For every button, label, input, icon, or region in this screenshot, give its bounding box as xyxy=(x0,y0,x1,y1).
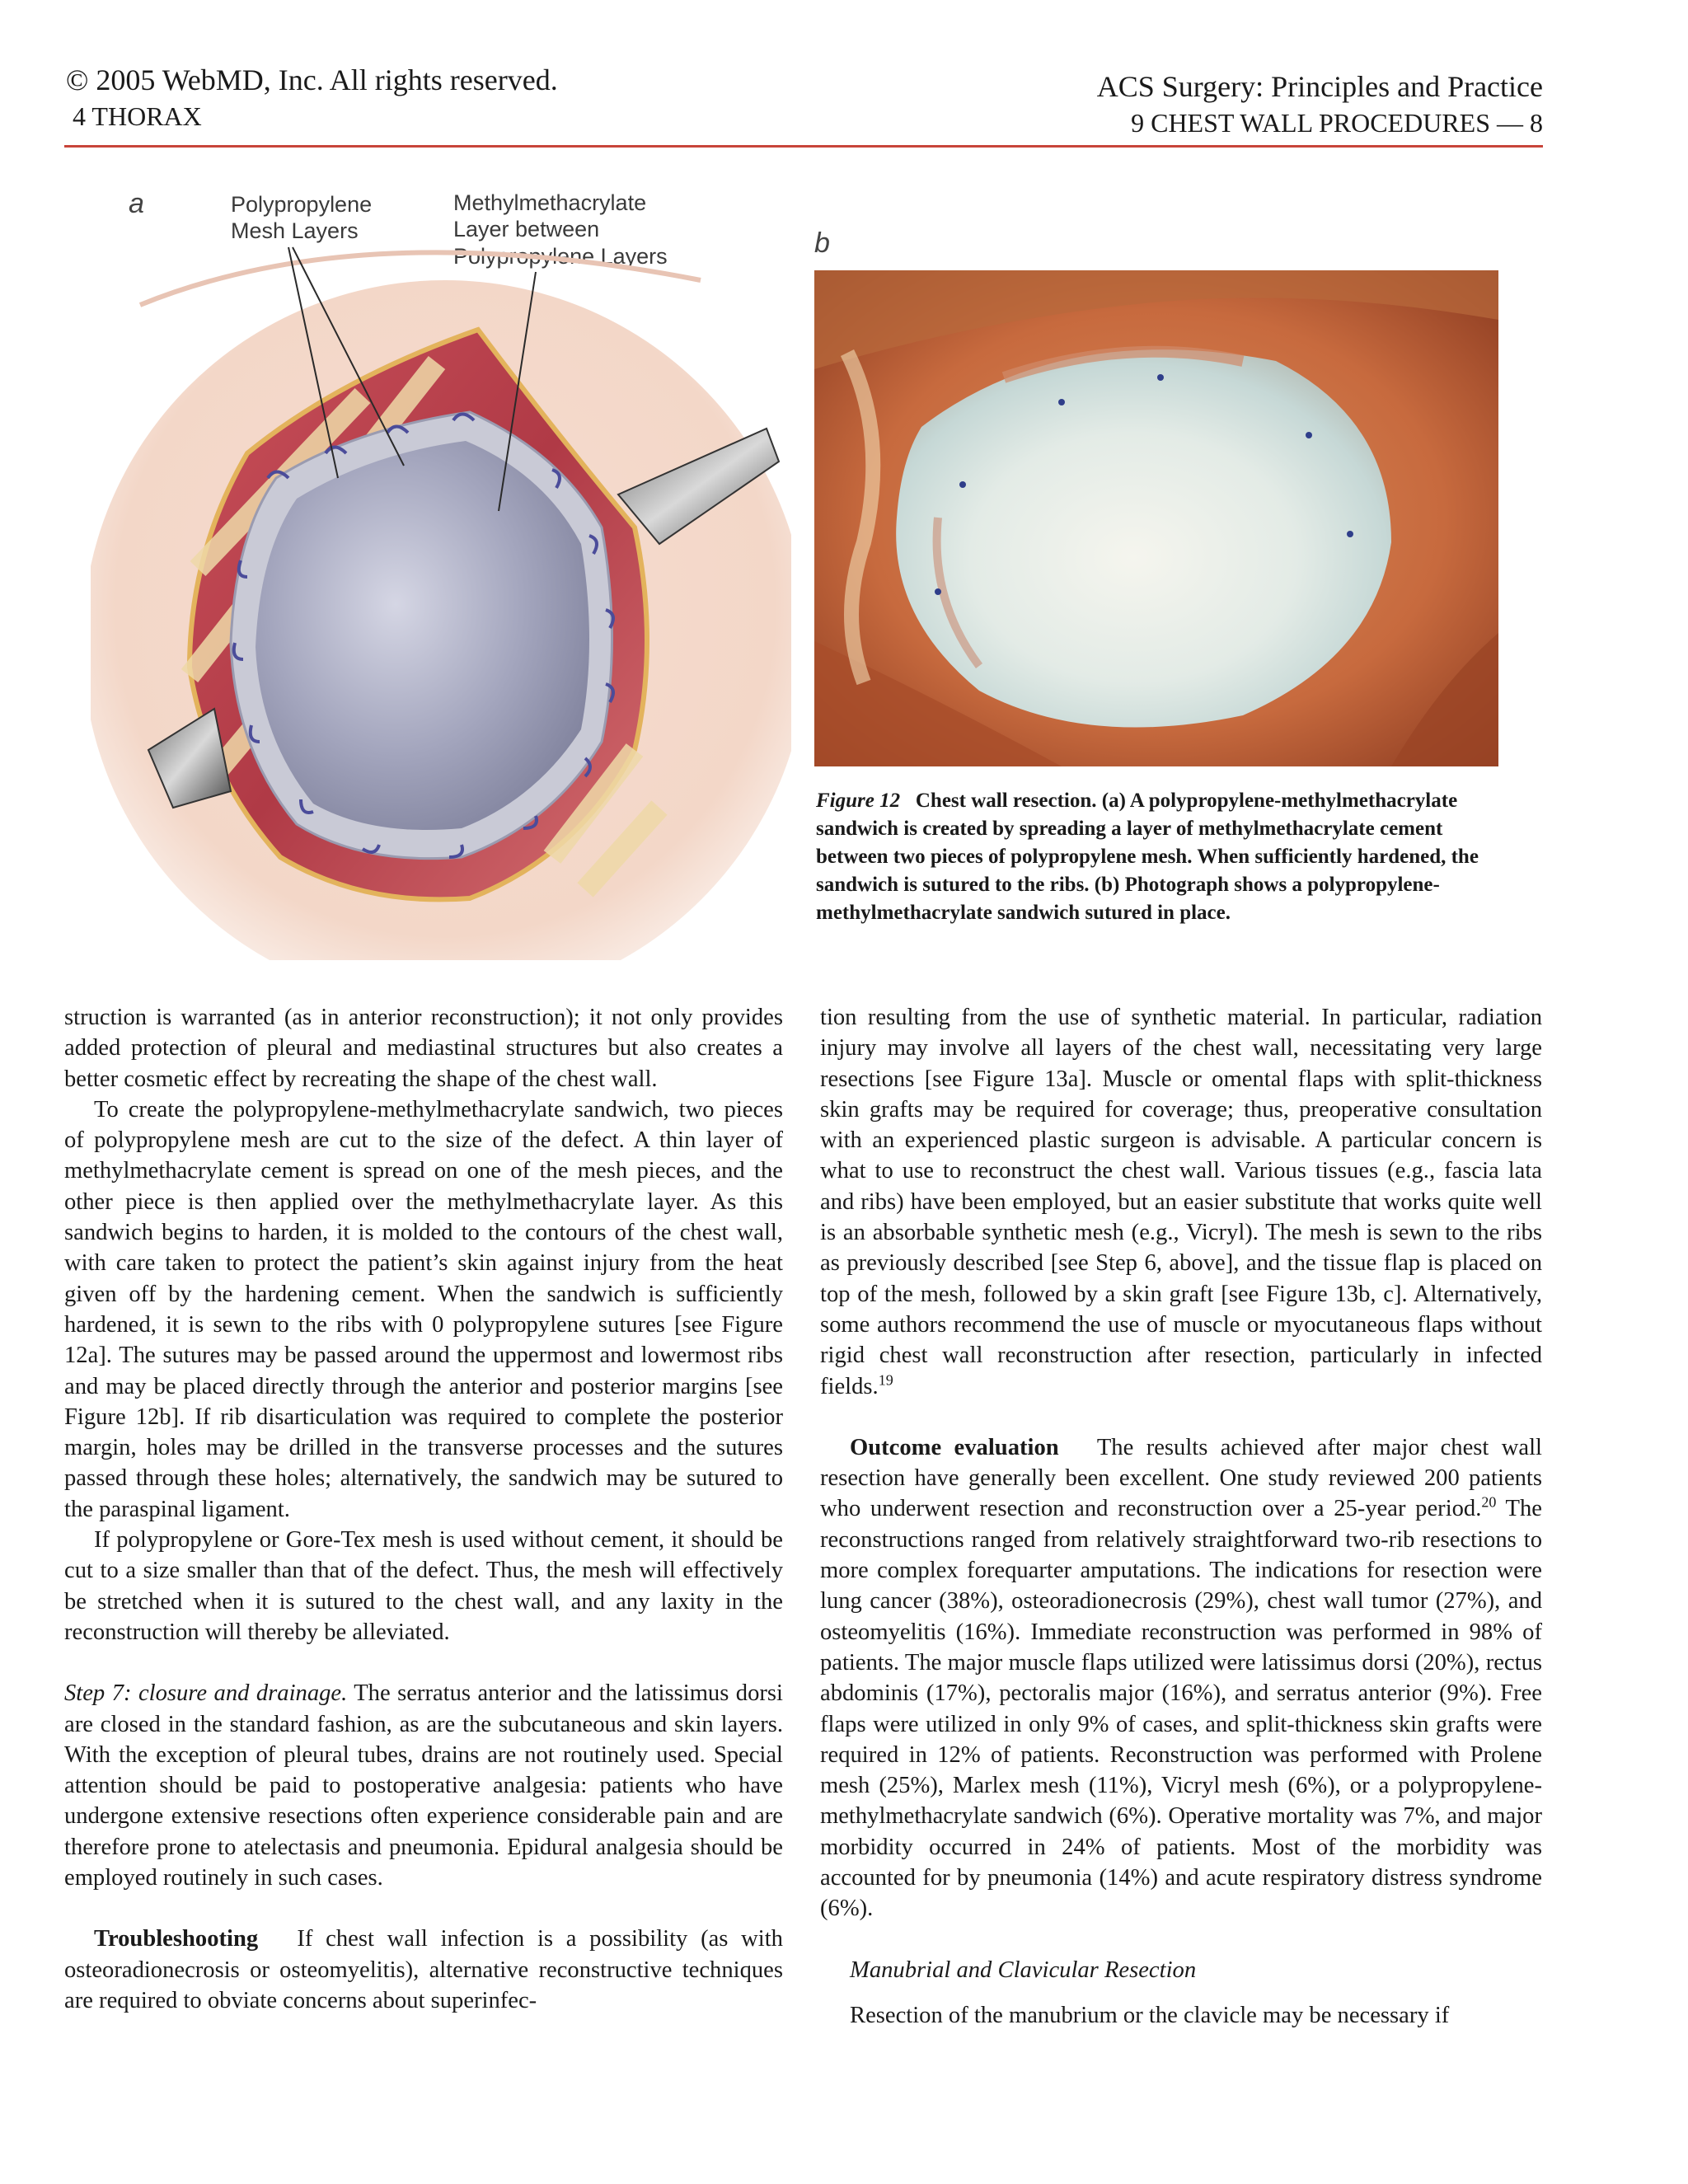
right-column xyxy=(820,1002,1542,2031)
left-paragraph-2: To create the polypropylene-methylmethacrylate sandwich, two pieces of polypropylene mesh are cut to the size of the defect. A thin layer of methylmethacrylate cement is spread on one of the mesh pieces, and the other piece is then applied over the methylmethacrylate layer. As this sandwich begins to harden, it is molded to the contours of the chest wall, with care taken to protect the patient’s skin against injury from the heat given off by the hardening cement. When the sandwich is sufficiently hardened, it is sewn to the ribs with 0 polypropylene sutures [see Figure 12a]. The sutures may be passed around the uppermost and lowermost ribs and may be placed directly through the anterior and posterior margins [see Figure 12b]. If rib disarticulation was required to complete the posterior margin, holes may be drilled in the transverse processes and the sutures passed through these holes; alternatively, the sandwich may be sutured to the paraspinal ligament. xyxy=(64,1096,783,1522)
step7-heading: Step 7: closure and drainage. xyxy=(64,1680,348,1707)
troubleshooting-heading: Troubleshooting xyxy=(94,1926,259,1952)
subsection-heading: Manubrial and Clavicular Resection xyxy=(850,1957,1197,1983)
reference-20: 20 xyxy=(1481,1493,1497,1511)
chapter-label: 9 CHEST WALL PROCEDURES — 8 xyxy=(1131,107,1543,138)
copyright-line: © 2005 WebMD, Inc. All rights reserved. xyxy=(66,63,558,96)
outcome-paragraph: Outcome evaluation The results achieved after major chest wall resection have generally been excellent. One study reviewed 200 patients who underwent resection and reconstruction over a 25-year period.$^{20}$ The reconstructions ranged from relatively straightforward two-rib resections to more complex forequarter amputations. The indications for resection were lung cancer (38%), osteoradionecrosis (29%), chest wall tumor (27%), and osteomyelitis (16%). Immediate reconstruction was performed in 98% of patients. The major muscle flaps utilized were latissimus dorsi (20%), rectus abdominis (17%), pectoralis major (16%), and serratus anterior (9%). Free flaps were utilized in only 9% of cases, and split-thickness skin grafts were required in 12% of patients. Reconstruction was performed with Prolene mesh (25%), Marlex mesh (11%), Vicryl mesh (6%), or a polypropylene-methylmethacrylate sandwich (6%). Operative mortality was 7%, and major morbidity occurred in 24% of patients. Most of the morbidity was accounted for by pneumonia (14%) and acute respiratory distress syndrome (6%). xyxy=(820,1434,1543,1922)
caption-text: Chest wall resection. (a) A polypropylene-methylmethacrylate sandwich is created by spreading a layer of methylmethacrylate cement between two pieces of polypropylene mesh. When sufficiently hardened, the sandwich is sutured to the ribs. (b) Photograph shows a polypropylene-methylmethacrylate sandwich sutured in place. xyxy=(816,790,1479,924)
troubleshooting-paragraph xyxy=(64,1924,783,2016)
surgical-photo xyxy=(814,270,1498,766)
caption-label: Figure 12 xyxy=(816,790,901,812)
chest-wall-illustration xyxy=(91,181,791,960)
step7-text: The serratus anterior and the latissimus dorsi are closed in the standard fashion, as are the subcutaneous and skin layers. With the exception of pleural tubes, drains are not routinely used. Special attention should be paid to postoperative analgesia: patients who have undergone extensive resections often experience considerable pain and are therefore prone to atelectasis and pneumonia. Epidural analgesia should be employed routinely in such cases. xyxy=(64,1680,783,1891)
left-paragraph-1: struction is warranted (as in anterior reconstruction); it not only provides added protection of pleural and mediastinal structures but also creates a better cosmetic effect by recreating the shape of the chest wall. xyxy=(64,1005,783,1092)
troubleshooting-text: If chest wall infection is a possibility (as with osteoradionecrosis or osteomyelitis), alternative reconstructive techniques are required to obviate concerns about superinfec- xyxy=(64,1926,783,2013)
running-header-left xyxy=(66,64,558,131)
mesh-layers-label: Polypropylene Mesh Layers xyxy=(231,192,373,244)
section-label: 4 THORAX xyxy=(73,101,202,131)
figure-caption xyxy=(816,787,1500,927)
book-title: ACS Surgery: Principles and Practice xyxy=(1096,70,1543,103)
left-column xyxy=(64,1002,783,2016)
panel-a-letter: a xyxy=(129,188,144,219)
panel-b-letter: b xyxy=(814,227,830,259)
mma-layer-label: Methylmethacrylate Layer between Polypropylene Layers xyxy=(453,190,668,269)
running-header-right xyxy=(1097,71,1543,138)
figure-12a xyxy=(91,181,791,960)
left-paragraph-3: If polypropylene or Gore-Tex mesh is used without cement, it should be cut to a size smaller than that of the defect. Thus, the mesh will effectively be stretched when it is sutured to the chest wall, and any laxity in the reconstruction will thereby be alleviated. xyxy=(64,1527,783,1645)
figure-12b-photo xyxy=(814,270,1498,766)
step7-paragraph xyxy=(64,1678,783,1893)
reference-19: 19 xyxy=(878,1371,893,1389)
right-paragraph-1: tion resulting from the use of synthetic material. In particular, radiation injury may involve all layers of the chest wall, necessitating very large resections [see Figure 13a]. Muscle or omental flaps with split-thickness skin grafts may be required for coverage; thus, preoperative consultation with an experienced plastic surgeon is advisable. A particular concern is what to use to reconstruct the chest wall. Various tissues (e.g., fascia lata and ribs) have been employed, but an easier substitute that works quite well is an absorbable synthetic mesh (e.g., Vicryl). The mesh is sewn to the ribs as previously described [see Step 6, above], and the tissue flap is placed on top of the mesh, followed by a skin graft [see Figure 13b, c]. Alternatively, some authors recommend the use of muscle or myocutaneous flaps without rigid chest wall reconstruction after resection, particularly in infected fields.$^{19}$ xyxy=(820,1005,1542,1399)
outcome-heading: Outcome evaluation xyxy=(850,1434,1059,1460)
right-last-line: Resection of the manubrium or the clavicle may be necessary if xyxy=(850,2002,1450,2028)
header-rule xyxy=(64,145,1543,148)
